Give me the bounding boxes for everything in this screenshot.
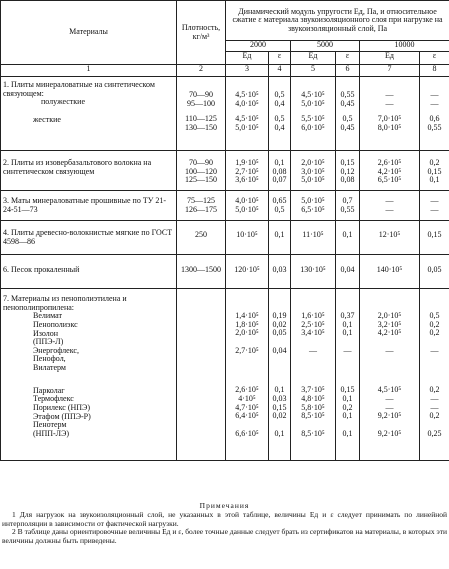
notes	[0, 502, 449, 545]
row-title: 4. Плиты древесно-волокнистые мягкие по ГОСТ 4598—86	[3, 228, 173, 246]
cell-value: 0,15	[340, 385, 355, 395]
cell-value: 0,1	[342, 319, 353, 329]
cell-value: 11·10⁵	[302, 230, 324, 239]
cell-value: —	[385, 196, 394, 205]
density-value: 125—150	[185, 175, 217, 185]
cell-value: —	[343, 345, 352, 355]
row-title: 3. Маты минераловатные прошивные по ТУ 21-24-51—73	[3, 196, 167, 214]
cell-value: 4,5·10⁵	[235, 90, 259, 99]
cell-value: 0,5	[274, 90, 285, 99]
note-item: 1 Для нагрузок на звукоизоляционный слой, не указанных в этой таблице, величины Eд и ε следует принимать по линейной интерполяции в зависимости от фактической нагрузки.	[2, 510, 447, 528]
cell-value: 0,05	[427, 265, 442, 274]
cell-value: 6,0·10⁵	[301, 122, 325, 132]
cell-value: 6,5·10⁵	[377, 175, 402, 185]
cell-value: 0,12	[340, 166, 355, 176]
cell-value: 0,2	[429, 411, 440, 421]
cell-value: —	[430, 345, 439, 355]
cell-value: —	[385, 204, 394, 214]
cell-value: 0,04	[340, 265, 355, 274]
cell-value: —	[430, 402, 439, 412]
cell-value: 0,1	[274, 158, 285, 167]
cell-value: 2,0·10⁵	[235, 328, 259, 338]
cell-value: —	[385, 402, 394, 412]
cell-value: —	[385, 90, 394, 99]
cell-value: 0,45	[340, 122, 355, 132]
sub-eps-2: ε	[336, 52, 360, 65]
cell-value: 0,02	[272, 411, 287, 421]
cell-value: —	[385, 345, 394, 355]
header-materials: Материалы	[1, 1, 177, 65]
material-name: (ППЭ-Л)	[33, 337, 64, 347]
cell-value: 4,5·10⁵	[377, 385, 402, 395]
cell-value: 5,5·10⁵	[301, 114, 325, 124]
density-value: 1300—1500	[181, 265, 221, 274]
density-value: 95—100	[187, 98, 215, 108]
cell-value: 0,25	[427, 428, 442, 438]
cell-value: 1,8·10⁵	[235, 319, 259, 329]
cell-value: 0,2	[429, 328, 440, 338]
row-title: 1. Плиты минераловатные на синтетическом связующем:	[3, 80, 155, 98]
cell-value: 0,5	[342, 114, 353, 124]
cell-value: 0,7	[342, 196, 353, 205]
table-row	[1, 191, 449, 221]
density-value: 250	[195, 230, 207, 239]
cell-value: 5,0·10⁵	[235, 122, 259, 132]
cell-value: 5,0·10⁵	[301, 196, 325, 205]
cell-value: 4·10⁵	[238, 394, 256, 403]
cell-value: —	[385, 98, 394, 108]
cell-value: 4,5·10⁵	[235, 114, 259, 124]
cell-value: 3,7·10⁵	[301, 385, 325, 395]
cell-value: 0,1	[342, 328, 353, 338]
sub-e-1: Eд	[226, 52, 269, 65]
cell-value: 0,08	[340, 175, 355, 185]
cell-value: 0,19	[272, 311, 287, 320]
header-load-10000: 10000	[360, 41, 449, 52]
cell-value: 0,2	[429, 158, 440, 167]
col-num-5: 5	[291, 65, 336, 77]
header-load-5000: 5000	[291, 41, 360, 52]
cell-value: 6,4·10⁵	[235, 411, 259, 421]
cell-value: 0,2	[429, 385, 440, 395]
cell-value: —	[430, 196, 439, 205]
cell-value: 6,6·10⁵	[235, 428, 259, 438]
cell-value: 3,0·10⁵	[301, 166, 325, 176]
material-name: Парколаг	[33, 385, 65, 395]
material-name: Термофлекс	[33, 394, 74, 404]
cell-value: 4,7·10⁵	[235, 402, 259, 412]
cell-value: 12·10⁵	[378, 230, 401, 239]
cell-value: 5,0·10⁵	[235, 204, 259, 214]
cell-value: 0,4	[274, 98, 285, 108]
row-subtitle: полужесткие	[41, 97, 85, 107]
cell-value: 0,15	[340, 158, 355, 167]
density-value: 70—90	[189, 158, 213, 167]
cell-value: 4,0·10⁵	[235, 196, 259, 205]
cell-value: 0,4	[274, 122, 285, 132]
material-name: Порилекс (НПЭ)	[33, 402, 91, 412]
cell-value: 0,1	[429, 175, 440, 185]
cell-value: 0,55	[427, 122, 442, 132]
density-value: 100—120	[185, 166, 217, 176]
cell-value: 0,02	[272, 319, 287, 329]
density-value: 75—125	[187, 196, 215, 205]
cell-value: 4,8·10⁵	[301, 394, 325, 403]
cell-value: 0,1	[274, 230, 285, 239]
sub-eps-1: ε	[269, 52, 291, 65]
col-num-2: 2	[177, 65, 226, 77]
cell-value: 8,0·10⁵	[377, 122, 402, 132]
cell-value: 0,5	[429, 311, 440, 320]
cell-value: 0,07	[272, 175, 287, 185]
cell-value: —	[430, 394, 439, 403]
cell-value: 1,9·10⁵	[235, 158, 259, 167]
cell-value: 0,03	[272, 394, 287, 403]
cell-value: 0,1	[342, 230, 353, 239]
cell-value: 2,7·10⁵	[235, 166, 259, 176]
density-value: 70—90	[189, 90, 213, 99]
cell-value: 4,5·10⁵	[301, 90, 325, 99]
material-name: Велимат	[33, 311, 63, 321]
cell-value: 0,15	[427, 166, 442, 176]
cell-value: 140·10⁵	[376, 265, 403, 274]
cell-value: 1,4·10⁵	[235, 311, 259, 320]
cell-value: 0,65	[272, 196, 287, 205]
cell-value: 0,1	[274, 428, 285, 438]
cell-value: 9,2·10⁵	[377, 428, 402, 438]
material-name: Пенотерм	[33, 420, 67, 430]
material-name: Изолон	[33, 328, 59, 338]
cell-value: 0,1	[342, 411, 353, 421]
sub-e-3: Eд	[360, 52, 420, 65]
density-value: 110—125	[185, 114, 217, 124]
cell-value: 3,4·10⁵	[301, 328, 325, 338]
cell-value: 0,1	[342, 394, 353, 403]
row-title: 6. Песок прокаленный	[3, 265, 80, 274]
cell-value: 3,6·10⁵	[235, 175, 259, 185]
material-name: Пенофол,	[33, 354, 66, 364]
cell-value: —	[430, 98, 439, 108]
material-name: Энергофлекс,	[33, 345, 79, 355]
cell-value: 2,0·10⁵	[301, 158, 325, 167]
cell-value: 0,2	[342, 402, 353, 412]
density-value: 130—150	[185, 122, 217, 132]
row-title: 7. Материалы из пенополиэтилена и пенополипропилена:	[3, 294, 127, 312]
cell-value: 5,8·10⁵	[301, 402, 325, 412]
cell-value: 0,45	[340, 98, 355, 108]
header-load-2000: 2000	[226, 41, 291, 52]
cell-value: 5,0·10⁵	[301, 175, 325, 185]
cell-value: 8,5·10⁵	[301, 428, 325, 438]
col-num-1: 1	[1, 65, 177, 77]
cell-value: 0,5	[274, 114, 285, 124]
table-row	[1, 151, 449, 191]
cell-value: 0,1	[342, 428, 353, 438]
sub-e-2: Eд	[291, 52, 336, 65]
table-row	[1, 221, 449, 255]
cell-value: 0,04	[272, 345, 287, 355]
col-num-3: 3	[226, 65, 269, 77]
density-value: 126—175	[185, 204, 217, 214]
cell-value: 0,37	[340, 311, 355, 320]
cell-value: 0,55	[340, 90, 355, 99]
cell-value: —	[430, 90, 439, 99]
col-num-8: 8	[420, 65, 449, 77]
cell-value: 2,6·10⁵	[377, 158, 402, 167]
cell-value: 4,2·10⁵	[377, 166, 402, 176]
cell-value: 120·10⁵	[234, 265, 260, 274]
cell-value: 0,2	[429, 319, 440, 329]
cell-value: 0,03	[272, 265, 287, 274]
row-subtitle: жесткие	[33, 114, 61, 124]
cell-value: 0,15	[272, 402, 287, 412]
material-name: Пенополиэкс	[33, 319, 78, 329]
cell-value: 9,2·10⁵	[377, 411, 402, 421]
cell-value: 0,5	[274, 204, 285, 214]
cell-value: —	[309, 345, 317, 355]
col-num-6: 6	[336, 65, 360, 77]
cell-value: 2,6·10⁵	[235, 385, 259, 395]
cell-value: —	[385, 394, 394, 403]
cell-value: 0,08	[272, 166, 287, 176]
cell-value: 2,0·10⁵	[377, 311, 402, 320]
material-name: (НПП-ЛЭ)	[33, 428, 70, 438]
cell-value: 6,5·10⁵	[301, 204, 325, 214]
cell-value: 0,55	[340, 204, 355, 214]
sub-eps-3: ε	[420, 52, 449, 65]
col-num-7: 7	[360, 65, 420, 77]
material-name: Вилатерм	[33, 363, 66, 372]
cell-value: 4,2·10⁵	[377, 328, 402, 338]
table-row	[1, 255, 449, 289]
row-title: 2. Плиты из изовербазальтового волокна на синтетическом связующем	[3, 158, 152, 176]
cell-value: 2,7·10⁵	[235, 345, 259, 355]
cell-value: 130·10⁵	[300, 265, 326, 274]
cell-value: 5,0·10⁵	[301, 98, 325, 108]
material-name: Этафом (ППЭ-Р)	[33, 411, 91, 421]
note-item: 2 В таблице даны ориентировочные величины Eд и ε, более точные данные следует брать из сертификатов на материалы, в которых эти величины должны быть приведены.	[2, 527, 447, 545]
cell-value: 0,6	[429, 114, 440, 124]
cell-value: 2,5·10⁵	[301, 319, 325, 329]
cell-value: 0,1	[274, 385, 285, 395]
cell-value: 0,05	[272, 328, 287, 338]
table-row	[1, 77, 449, 151]
cell-value: 1,6·10⁵	[301, 311, 325, 320]
cell-value: 3,2·10⁵	[377, 319, 402, 329]
header-dynamic-modulus: Динамический модуль упругости Eд, Па, и относительное сжатие ε материала звукоизоляционного слоя при нагрузке на звукоизоляционный слой, Па	[226, 1, 449, 41]
cell-value: 7,0·10⁵	[377, 114, 402, 124]
col-num-4: 4	[269, 65, 291, 77]
cell-value: —	[430, 204, 439, 214]
cell-value: 4,0·10⁵	[235, 98, 259, 108]
notes-title: Примечания	[199, 501, 250, 510]
cell-value: 0,15	[427, 230, 442, 239]
cell-value: 8,5·10⁵	[301, 411, 325, 421]
header-density: Плотность, кг/м³	[177, 1, 226, 65]
table-row	[1, 289, 449, 461]
cell-value: 10·10⁵	[236, 230, 258, 239]
